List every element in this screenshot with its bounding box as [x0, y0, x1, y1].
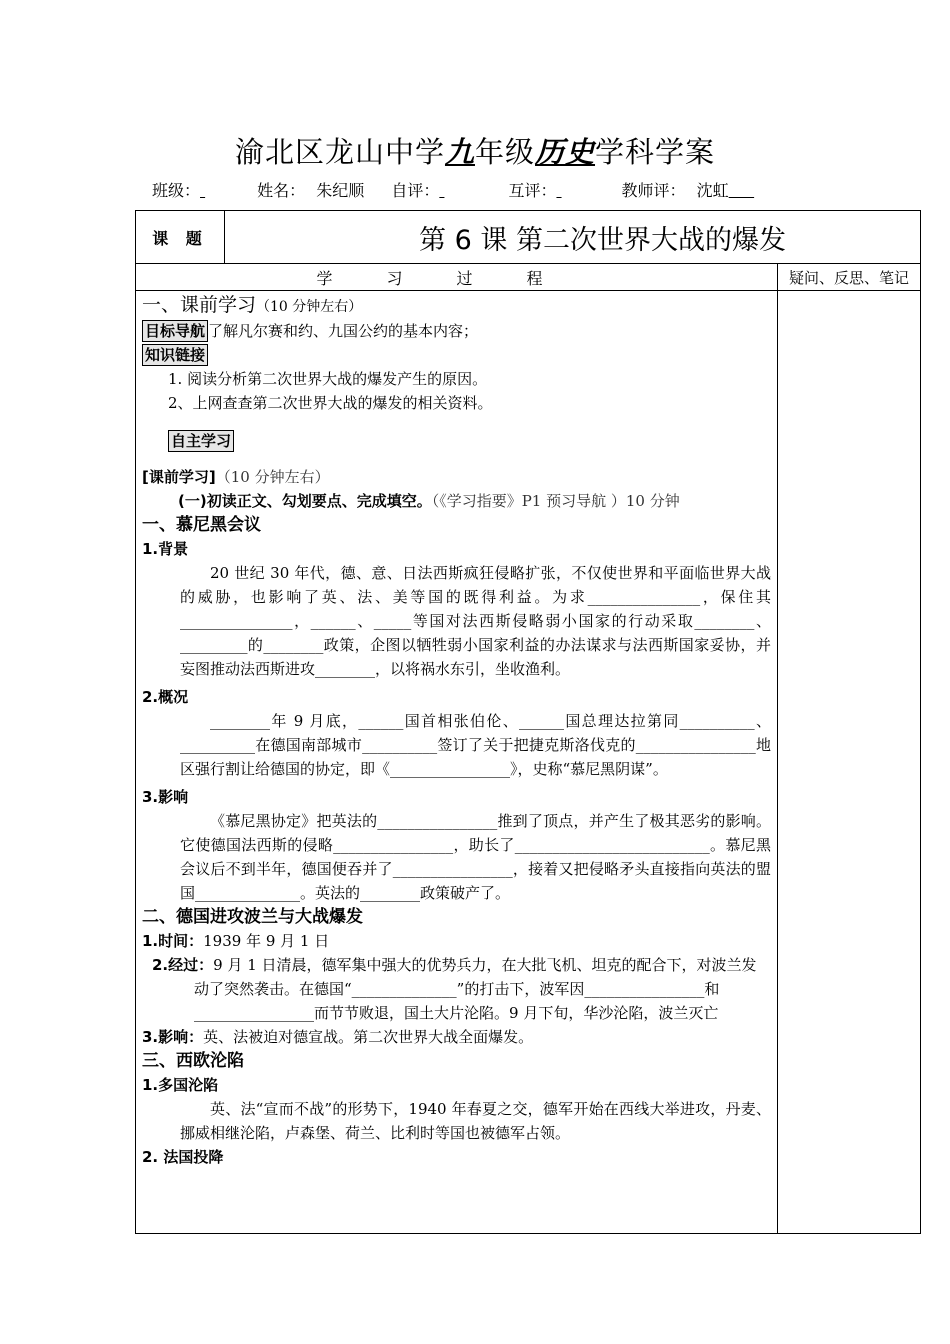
peer-eval-label: 互评： — [508, 181, 557, 200]
teacher-eval-value: 沈虹 — [696, 181, 729, 200]
pre-study-line: [课前学习]（10 分钟左右） — [142, 468, 330, 486]
topic-label: 课 题 — [136, 211, 225, 264]
munich-impact-label: 3.影响 — [142, 788, 189, 806]
step-one-line: (一)初读正文、勾划要点、完成填空。（《学习指要》P1 预习导航 ）10 分钟 — [178, 492, 680, 510]
countries-fall-label: 1.多国沦陷 — [142, 1076, 219, 1094]
self-study-label: 自主学习 — [168, 430, 234, 452]
teacher-eval-label: 教师评： — [621, 181, 686, 200]
munich-background-text: 20 世纪 30 年代，德、意、日法西斯疯狂侵略扩张，不仅使世界和平面临世界大战的威胁，也影响了英、法、美等国的既得利益。为求_______________，保住其_______________，______、_____等国对法西斯侵略弱小国家的行动采取________、_________的________政策，企图以牺牲弱小国家利益的办法谋求与法西斯国家妥协，并妄图推动法西斯进攻________，以将祸水东引，坐收渔利。 — [180, 564, 771, 678]
section-western-europe-title: 三、西欧沦陷 — [142, 1051, 244, 1071]
self-eval-label: 自评： — [391, 181, 440, 200]
page-title: 渝北区龙山中学九年级历史学科学案 — [234, 135, 716, 169]
knowledge-link-label: 知识链接 — [142, 344, 208, 366]
goal-line: 目标导航 了解凡尔赛和约、九国公约的基本内容； — [142, 319, 771, 343]
section-poland-title: 二、德国进攻波兰与大战爆发 — [142, 907, 363, 927]
countries-fall-text: 英、法“宣而不战”的形势下，1940 年春夏之交，德军开始在西线大举进攻，丹麦、挪威相继沦陷，卢森堡、荷兰、比利时等国也被德军占领。 — [180, 1100, 771, 1142]
class-label: 班级： — [152, 181, 201, 200]
poland-process: 2.经过：9 月 1 日清晨，德军集中强大的优势兵力，在大批飞机、坦克的配合下，对波兰发动了突然袭击。在德国“______________”的打击下，波军因________________和________________而节节败退，国土大片沦陷。9 月下旬，华沙沦陷，波兰灭亡 — [152, 956, 757, 1022]
munich-impact-text: 《慕尼黑协定》把英法的________________推到了顶点，并产生了极其恶劣的影响。它使德国法西斯的侵略________________，助长了__________________________。慕尼黑会议后不到半年，德国便吞并了________________，接着又把侵略矛头直接指向英法的盟国______________。英法的________政策破产了。 — [180, 812, 771, 902]
poland-impact: 3.影响：英、法被迫对德宣战。第二次世界大战全面爆发。 — [142, 1028, 534, 1046]
pre-study-heading: 一、课前学习（10 分钟左右） — [142, 294, 363, 316]
france-surrender-label: 2. 法国投降 — [142, 1148, 224, 1166]
link-item-1: 1. 阅读分析第二次世界大战的爆发产生的原因。 — [168, 370, 488, 388]
notes-header: 疑问、反思、笔记 — [778, 264, 921, 291]
learning-process-content — [136, 291, 778, 1234]
goal-label: 目标导航 — [142, 320, 208, 342]
link-item-2: 2、上网查查第二次世界大战的爆发的相关资料。 — [168, 394, 493, 412]
munich-background-label: 1.背景 — [142, 540, 189, 558]
notes-column[interactable] — [778, 291, 921, 1234]
name-value: 朱纪顺 — [316, 181, 365, 200]
lesson-table — [135, 210, 921, 1234]
munich-overview-label: 2.概况 — [142, 688, 189, 706]
poland-time: 1.时间：1939 年 9 月 1 日 — [142, 932, 330, 950]
munich-overview-text: ________年 9 月底，______国首相张伯伦、______国总理达拉第同__________、__________在德国南部城市__________签订了关于把捷克斯洛伐克的________________地区强行割让给德国的协定，即《________________》，史称“慕尼黑阴谋”。 — [180, 712, 771, 778]
student-info-line — [152, 178, 754, 201]
process-header: 学习过程 — [136, 264, 778, 291]
name-label: 姓名： — [257, 181, 306, 200]
section-munich-title: 一、慕尼黑会议 — [142, 515, 261, 535]
lesson-title: 第 6 课 第二次世界大战的爆发 — [225, 211, 921, 264]
